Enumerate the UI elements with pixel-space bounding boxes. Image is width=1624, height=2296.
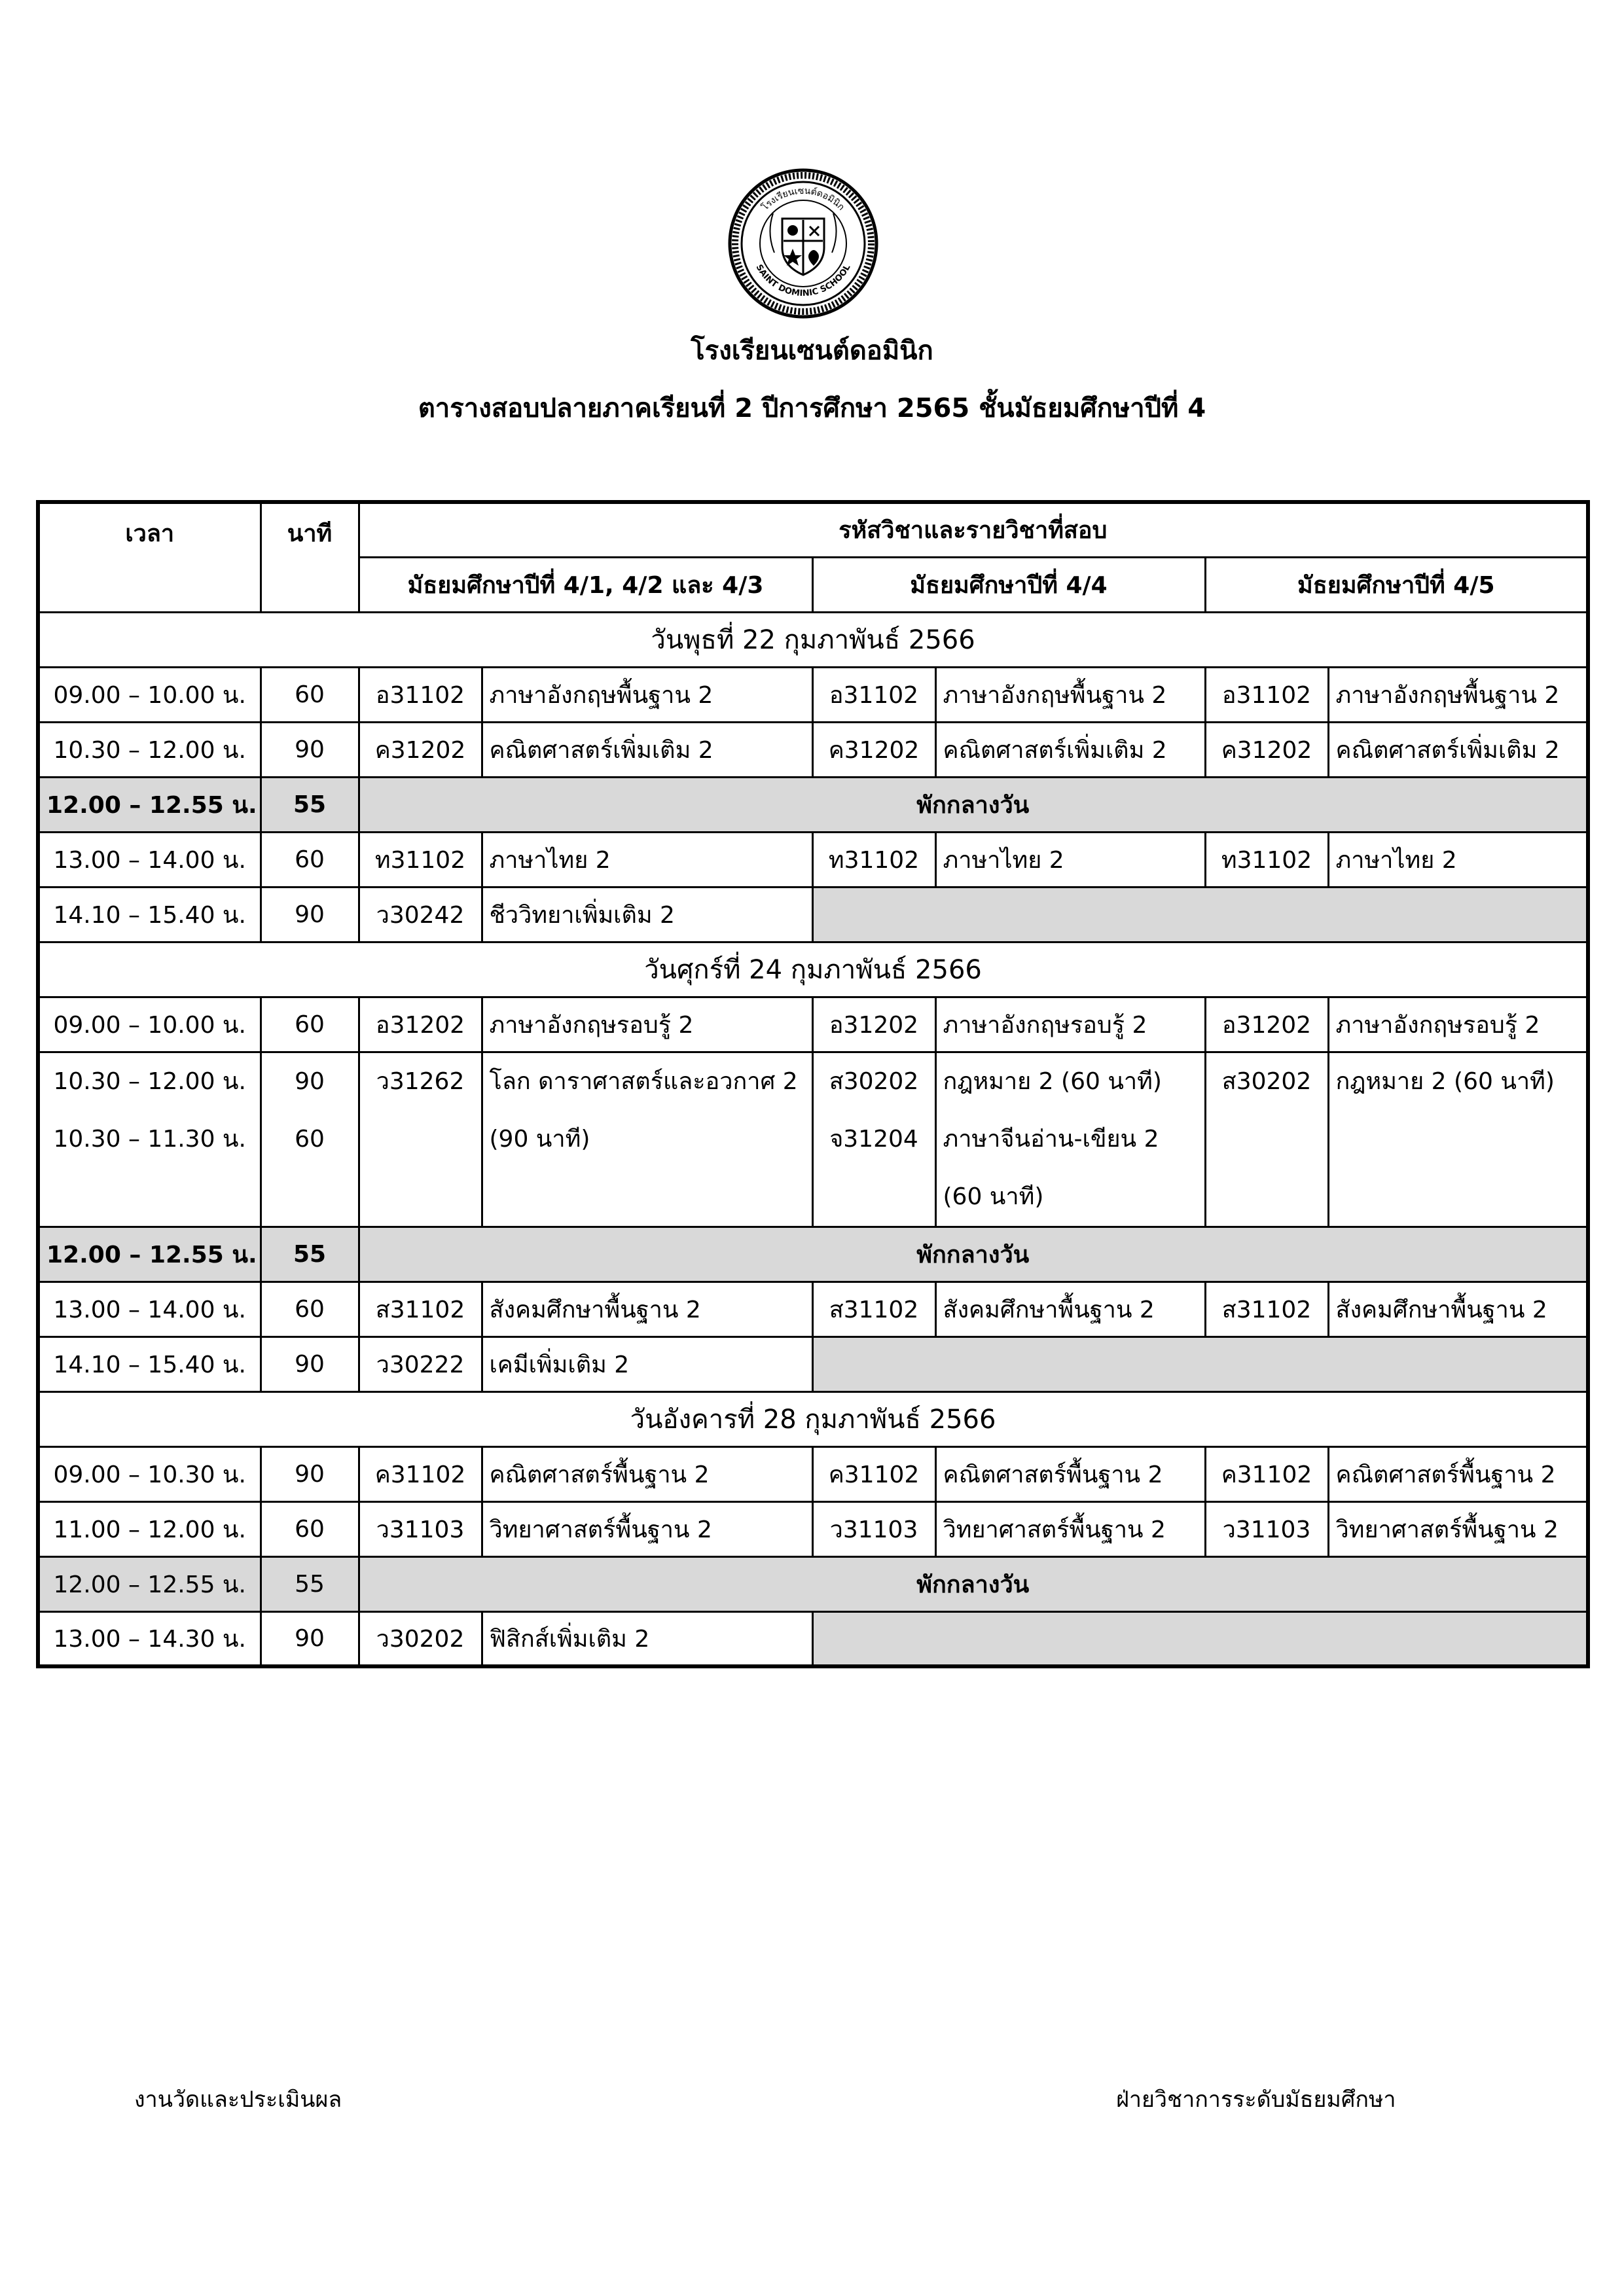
table-row [38,667,1588,722]
code-cell: ว30202 [359,1611,482,1666]
subject-cell: คณิตศาสตร์พื้นฐาน 2 [935,1446,1205,1501]
time-cell: 10.30 – 12.00 น. [38,722,261,777]
code-cell: อ31202 [812,997,935,1052]
code-cell: ท31102 [1205,832,1328,887]
table-row [38,887,1588,942]
day-row [38,612,1588,667]
page-title: ตารางสอบปลายภาคเรียนที่ 2 ปีการศึกษา 2565 ชั้นมัธยมศึกษาปีที่ 4 [418,393,1206,423]
day-row [38,942,1588,997]
minutes-cell: 60 [261,1501,359,1556]
minutes-cell: 60 [261,997,359,1052]
time-line: 10.30 – 11.30 น. [53,1125,246,1153]
time-cell: 13.00 – 14.00 น. [38,1282,261,1336]
subject-cell: เคมีเพิ่มเติม 2 [482,1336,812,1391]
code-cell: ค31102 [1205,1446,1328,1501]
subject-cell: คณิตศาสตร์พื้นฐาน 2 [1328,1446,1588,1501]
minutes-cell: 60 [261,1282,359,1336]
subject-cell: ภาษาอังกฤษรอบรู้ 2 [482,997,812,1052]
code-line: จ31204 [829,1125,918,1153]
code-cell: ท31102 [359,832,482,887]
minutes-cell: 55 [261,1227,359,1282]
code-cell: ท31102 [812,832,935,887]
empty-cell [812,1336,1588,1391]
code-cell: อ31202 [359,997,482,1052]
code-cell: อ31102 [1205,667,1328,722]
minutes-cell: 60 [261,667,359,722]
time-cell: 09.00 – 10.00 น. [38,997,261,1052]
subject-cell: วิทยาศาสตร์พื้นฐาน 2 [482,1501,812,1556]
minutes-cell: 90 [261,1611,359,1666]
lunch-label: พักกลางวัน [359,1227,1588,1282]
time-cell: 13.00 – 14.30 น. [38,1611,261,1666]
minutes-cell: 90 [261,1446,359,1501]
subject-cell [482,1052,812,1227]
lunch-label: พักกลางวัน [359,777,1588,832]
table-row [38,1446,1588,1501]
code-line: ส30202 [1221,1067,1312,1095]
col-header-minutes: นาที [261,502,359,612]
time-cell: 13.00 – 14.00 น. [38,832,261,887]
time-cell: 12.00 – 12.55 น. [38,1556,261,1611]
logo-bottom-text: SAINT DOMINIC SCHOOL [753,262,853,299]
day-row [38,1391,1588,1446]
code-cell: ว31103 [359,1501,482,1556]
lunch-row [38,1227,1588,1282]
subject-cell: คณิตศาสตร์เพิ่มเติม 2 [482,722,812,777]
code-cell [812,1052,935,1227]
subject-cell: ภาษาอังกฤษรอบรู้ 2 [1328,997,1588,1052]
subject-cell: ภาษาอังกฤษพื้นฐาน 2 [482,667,812,722]
day-title: วันพุธที่ 22 กุมภาพันธ์ 2566 [38,612,1588,667]
time-cell: 14.10 – 15.40 น. [38,1336,261,1391]
code-line: ว31262 [376,1067,465,1095]
code-cell: ค31202 [359,722,482,777]
code-cell: อ31102 [359,667,482,722]
day-title: วันศุกร์ที่ 24 กุมภาพันธ์ 2566 [38,942,1588,997]
code-cell: ค31102 [359,1446,482,1501]
time-cell: 12.00 – 12.55 น. [38,777,261,832]
subject-line: กฎหมาย 2 (60 นาที) [943,1067,1162,1095]
table-row [38,1501,1588,1556]
table-row [38,1611,1588,1666]
minutes-cell: 55 [261,1556,359,1611]
minutes-cell: 90 [261,1336,359,1391]
empty-cell [812,887,1588,942]
subject-line: โลก ดาราศาสตร์และอวกาศ 2 [489,1067,798,1095]
subject-cell: ภาษาไทย 2 [1328,832,1588,887]
subject-cell [1328,1052,1588,1227]
school-name: โรงเรียนเซนต์ดอมินิก [691,336,933,366]
minutes-cell: 60 [261,832,359,887]
lunch-row [38,777,1588,832]
code-cell: อ31102 [812,667,935,722]
code-cell: ว31103 [812,1501,935,1556]
minutes-cell: 55 [261,777,359,832]
code-cell: ว30242 [359,887,482,942]
subject-cell: ชีววิทยาเพิ่มเติม 2 [482,887,812,942]
subject-cell: สังคมศึกษาพื้นฐาน 2 [935,1282,1205,1336]
table-row [38,1282,1588,1336]
time-cell [38,1052,261,1227]
code-cell [359,1052,482,1227]
subject-cell: ภาษาอังกฤษรอบรู้ 2 [935,997,1205,1052]
table-row [38,997,1588,1052]
subject-cell: ภาษาอังกฤษพื้นฐาน 2 [1328,667,1588,722]
subject-line: กฎหมาย 2 (60 นาที) [1335,1067,1555,1095]
table-row [38,722,1588,777]
code-cell: ว31103 [1205,1501,1328,1556]
col-header-time: เวลา [38,502,261,612]
minutes-line: 90 [295,1067,325,1095]
time-cell: 11.00 – 12.00 น. [38,1501,261,1556]
time-cell: 14.10 – 15.40 น. [38,887,261,942]
code-cell [1205,1052,1328,1227]
group-header-4-4: มัธยมศึกษาปีที่ 4/4 [812,557,1205,612]
group-header-4-5: มัธยมศึกษาปีที่ 4/5 [1205,557,1588,612]
subject-cell: วิทยาศาสตร์พื้นฐาน 2 [935,1501,1205,1556]
code-cell: ค31102 [812,1446,935,1501]
subject-cell [935,1052,1205,1227]
time-cell: 09.00 – 10.00 น. [38,667,261,722]
code-cell: อ31202 [1205,997,1328,1052]
logo-top-text: โรงเรียนเซนต์ดอมินิก [759,185,847,213]
subject-cell: สังคมศึกษาพื้นฐาน 2 [482,1282,812,1336]
group-header-4-1-3: มัธยมศึกษาปีที่ 4/1, 4/2 และ 4/3 [359,557,812,612]
code-cell: ว30222 [359,1336,482,1391]
minutes-cell: 90 [261,887,359,942]
subject-cell: ฟิสิกส์เพิ่มเติม 2 [482,1611,812,1666]
subject-line: ภาษาจีนอ่าน-เขียน 2 [943,1125,1159,1153]
code-cell: ส31102 [359,1282,482,1336]
subject-cell: ภาษาอังกฤษพื้นฐาน 2 [935,667,1205,722]
day-title: วันอังคารที่ 28 กุมภาพันธ์ 2566 [38,1391,1588,1446]
subject-cell: คณิตศาสตร์พื้นฐาน 2 [482,1446,812,1501]
col-header-subjects: รหัสวิชาและรายวิชาที่สอบ [359,502,1588,557]
lunch-row [38,1556,1588,1611]
subject-cell: ภาษาไทย 2 [935,832,1205,887]
subject-cell: คณิตศาสตร์เพิ่มเติม 2 [1328,722,1588,777]
code-cell: ส31102 [812,1282,935,1336]
time-cell: 09.00 – 10.30 น. [38,1446,261,1501]
table-row [38,832,1588,887]
code-cell: ค31202 [1205,722,1328,777]
subject-cell: สังคมศึกษาพื้นฐาน 2 [1328,1282,1588,1336]
time-line: 10.30 – 12.00 น. [53,1067,246,1095]
code-line: ส30202 [829,1067,919,1095]
header-row [38,502,1588,557]
subject-cell: วิทยาศาสตร์พื้นฐาน 2 [1328,1501,1588,1556]
table-row [38,1052,1588,1227]
code-cell: ค31202 [812,722,935,777]
empty-cell [812,1611,1588,1666]
subject-line: (60 นาที) [943,1183,1044,1210]
footer-right-signature: ฝ่ายวิชาการระดับมัธยมศึกษา [1116,2087,1396,2113]
exam-schedule-table [36,500,1590,1668]
minutes-line: 60 [295,1125,325,1153]
minutes-cell: 90 [261,722,359,777]
table-row [38,1336,1588,1391]
lunch-label: พักกลางวัน [359,1556,1588,1611]
subject-cell: คณิตศาสตร์เพิ่มเติม 2 [935,722,1205,777]
subject-line: (90 นาที) [489,1125,590,1153]
footer-left-signature: งานวัดและประเมินผล [134,2087,342,2113]
subject-cell: ภาษาไทย 2 [482,832,812,887]
time-cell: 12.00 – 12.55 น. [38,1227,261,1282]
school-logo [727,168,879,319]
minutes-cell [261,1052,359,1227]
code-cell: ส31102 [1205,1282,1328,1336]
